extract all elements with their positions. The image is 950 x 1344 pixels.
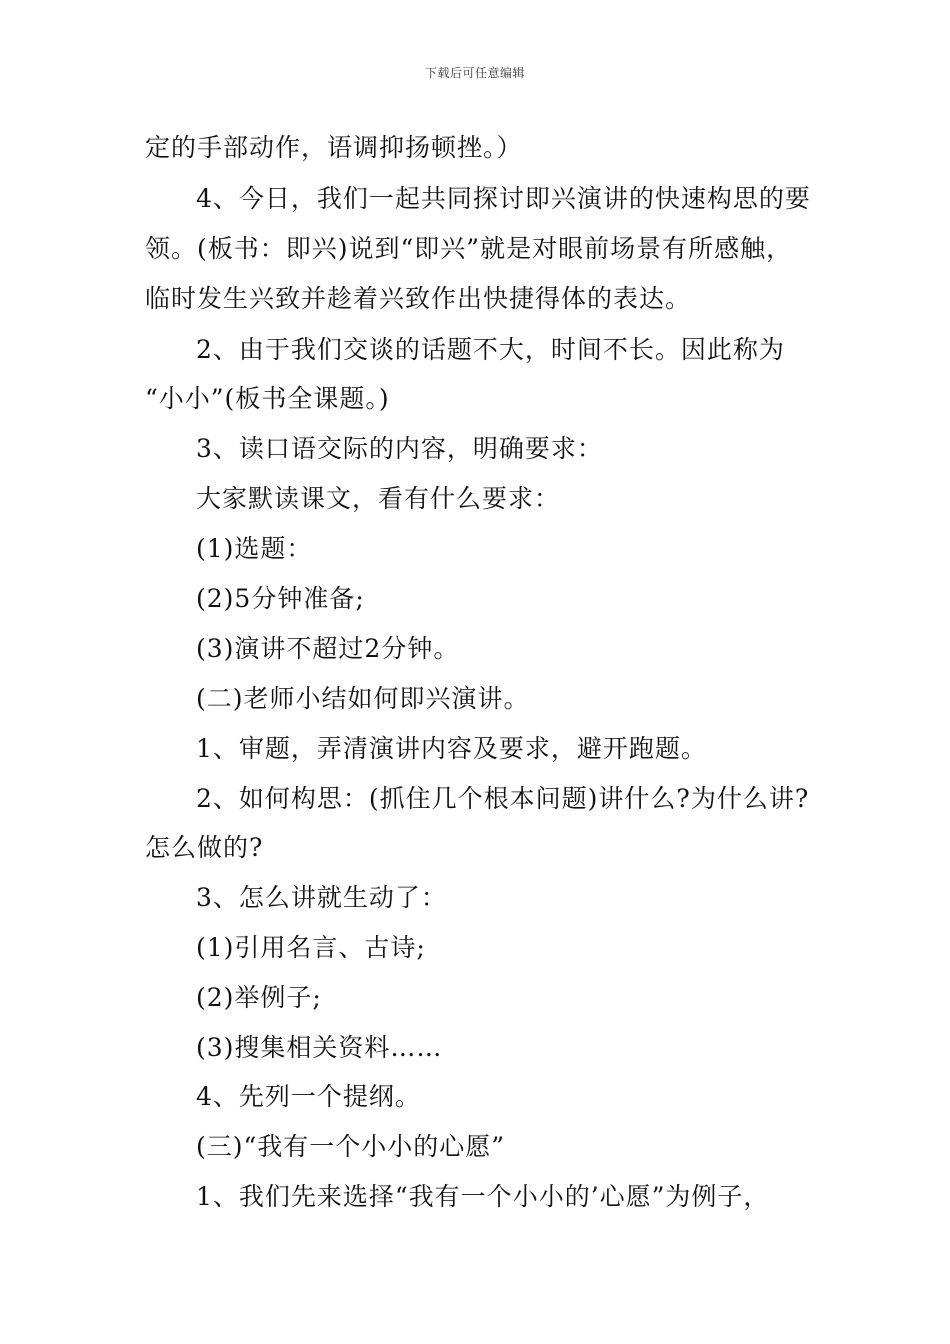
text-line: 2、由于我们交谈的话题不大，时间不长。因此称为 xyxy=(196,335,785,364)
text-line: (二)老师小结如何即兴演讲。 xyxy=(196,684,530,713)
text-line: 4、先列一个提纲。 xyxy=(196,1082,421,1111)
page-header-note: 下载后可任意编辑 xyxy=(424,66,525,80)
text-line: 领。(板书：即兴)说到“即兴”就是对眼前场景有所感触， xyxy=(145,234,793,263)
text-line: 1、我们先来选择“我有一个小小的’心愿”为例子， xyxy=(196,1182,770,1211)
text-line: (3)搜集相关资料…… xyxy=(196,1033,443,1062)
text-line: (2)举例子; xyxy=(196,983,322,1012)
text-line: (三)“我有一个小小的心愿” xyxy=(196,1132,506,1161)
text-line: (2)5分钟准备; xyxy=(196,584,365,613)
text-line: 大家默读课文，看有什么要求： xyxy=(196,484,561,513)
text-line: (1)引用名言、古诗; xyxy=(196,933,426,962)
text-line: 1、审题，弄清演讲内容及要求，避开跑题。 xyxy=(196,734,707,763)
text-line: (3)演讲不超过2分钟。 xyxy=(196,634,460,663)
text-line: 怎么做的? xyxy=(145,833,264,862)
text-line: 4、今日，我们一起共同探讨即兴演讲的快速构思的要 xyxy=(196,184,811,213)
text-line: (1)选题： xyxy=(196,534,313,563)
text-line: 定的手部动作，语调抑扬顿挫。） xyxy=(145,133,523,162)
text-line: 临时发生兴致并趁着兴致作出快捷得体的表达。 xyxy=(145,284,692,313)
text-line: 3、读口语交际的内容，明确要求： xyxy=(196,434,603,463)
text-line: 2、如何构思：(抓住几个根本问题)讲什么?为什么讲? xyxy=(196,784,810,813)
text-line: “小小”(板书全课题。) xyxy=(145,384,390,413)
text-line: 3、怎么讲就生动了： xyxy=(196,883,447,912)
